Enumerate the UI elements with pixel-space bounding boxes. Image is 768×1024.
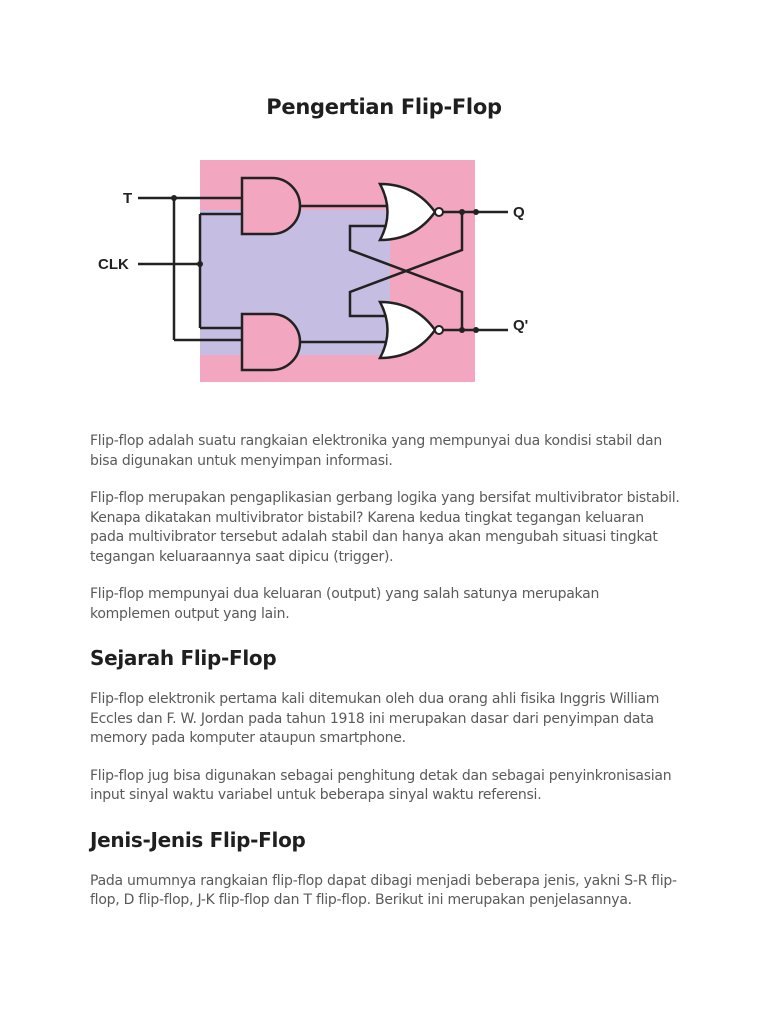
t-label: T (123, 190, 133, 207)
sejarah-heading: Sejarah Flip-Flop (90, 646, 277, 670)
intro-paragraph-3: Flip-flop mempunyai dua keluaran (output) yang salah satunya merupakan komplemen output yang lain. (90, 586, 600, 622)
q-label: Q (513, 204, 525, 221)
intro-paragraph-2: Flip-flop merupakan pengaplikasian gerbang logika yang bersifat multivibrator bistabil. Kenapa dikatakan multivibrator bistabil? Karena kedua tingkat tegangan keluaran pada multivibrator tersebut adalah stabil dan hanya akan mengubah situasi tingkat tegangan keluaraannya saat dipicu (trigger). (90, 490, 680, 565)
page-title: Pengertian Flip-Flop (266, 95, 502, 119)
sejarah-paragraph-2: Flip-flop jug bisa digunakan sebagai penghitung detak dan sebagai penyinkronisasian input sinyal waktu variabel untuk beberapa sinyal waktu referensi. (90, 767, 672, 803)
bottom-and-gate (242, 314, 300, 370)
q-not-label: Q' (513, 317, 529, 334)
inner-region-left (200, 210, 240, 330)
flip-flop-circuit-diagram (90, 150, 540, 420)
clk-label: CLK (98, 256, 129, 273)
intro-paragraph-1: Flip-flop adalah suatu rangkaian elektronika yang mempunyai dua kondisi stabil dan bisa digunakan untuk menyimpan informasi. (90, 433, 662, 469)
article-body (90, 432, 680, 929)
jenis-paragraph-1: Pada umumnya rangkaian flip-flop dapat dibagi menjadi beberapa jenis, yakni S-R flip-flop, D flip-flop, J-K flip-flop dan T flip-flop. Berikut ini merupakan penjelasannya. (90, 872, 677, 908)
jenis-heading: Jenis-Jenis Flip-Flop (90, 827, 306, 852)
top-and-gate (242, 178, 300, 234)
sejarah-paragraph-1: Flip-flop elektronik pertama kali ditemukan oleh dua orang ahli fisika Inggris William Eccles dan F. W. Jordan pada tahun 1918 ini merupakan dasar dari penyimpan data memory pada komputer ataupun smartphone. (90, 691, 660, 746)
